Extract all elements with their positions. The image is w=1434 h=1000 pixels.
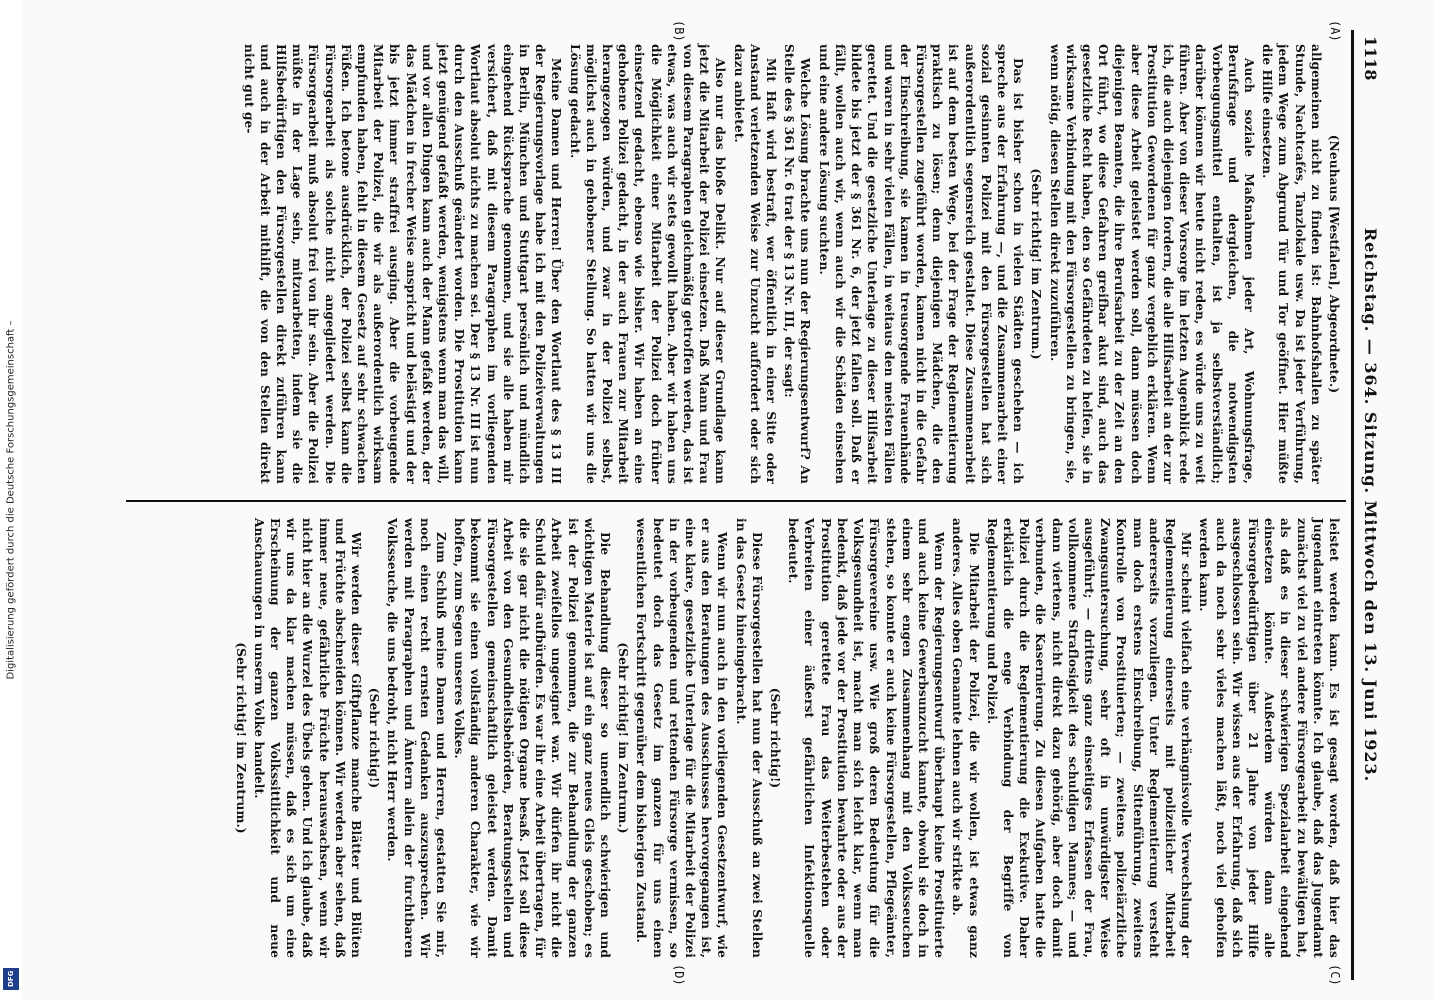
paragraph: Wenn wir nun auch in den vorliegenden Gesetzentwurf, wie er aus den Beratungen des Ausschusses hervorgegangen ist, eine klare, gesetzliche Unterlage für die Mitarbeit der Polizei in der vorbeugenden und rettenden Fürsorge vermissen, so bedeutet doch das Gesetz im ganzen für uns einen wesentlichen Fortschritt gegenüber dem bisherigen Zustand. [634,518,730,958]
funding-credit: Digitalisierung gefördert durch die Deutsche Forschungsgemeinschaft – [5,320,17,680]
page-number: 1118 [1361,36,1380,81]
interjection: (Sehr richtig!) [768,687,783,789]
dfg-logo: DFG [3,968,19,990]
interjection: (Sehr richtig! im Zentrum.) [233,642,248,834]
left-column [238,44,1342,484]
paragraph: Also nur das bloße Delikt. Nur auf dieser Grundlage kann jetzt die Mitarbeit der Polizei einsetzen. Daß Mann und Frau von diesem Paragraphen gleichmäßig getroffen werden, das ist etwas, was auch wir stets gewollt haben. Aber wir haben uns die Möglichkeit einer Mitarbeit der Polizei doch früher einsetzend gedacht, ebenso wie bisher. Wir haben an eine gehobene Polizei gedacht, in der auch Frauen zur Mitarbeit herangezogen würden, und zwar in der Polizei selbst, möglichst auch in gehobener Stellung. So hatten wir uns die Lösung gedacht. [567,44,728,484]
paragraph: Die Mitarbeit der Polizei, die wir wollen, ist etwas ganz anderes. Alles oben Genannte lehnen auch wir strikte ab. [950,518,981,958]
scanned-page [22,0,1434,1000]
rotated-page [106,20,1386,986]
page-header [1351,30,1386,980]
margin-marker-a: (A) [1328,20,1342,42]
margin-marker-b: (B) [672,20,686,42]
right-column [230,518,1342,958]
interjection: (Sehr richtig!) [367,687,382,789]
margin-marker-c: (C) [1328,964,1342,986]
column-divider [126,500,1346,502]
paragraph: allgemeinen nicht zu finden ist: Bahnhofshallen zu später Stunde, Nachtcafés, Tanzlokale usw. Da ist jeder Verführung, jedem Wege zum Abgrund Tür und Tor geöffnet. Hier müßte die Hilfe einsetzen. [1260,44,1323,484]
quotation: Mit Haft wird bestraft, wer öffentlich in einer Sitte oder Anstand verletzenden Weise zur Unzucht auffordert oder sich dazu anbietet. [731,44,779,484]
margin-marker-d: (D) [672,964,686,986]
interjection: (Sehr richtig! im Zentrum.) [616,642,631,834]
sidebar [0,0,22,1000]
page-title: Reichstag. — 364. Sitzung. Mittwoch den 13. Juni 1923. [1361,227,1380,783]
paragraph: Diese Fürsorgestellen hat nun der Ausschuß an zwei Stellen in das Gesetz hineingebracht. [733,518,764,958]
paragraph: Welche Lösung brachte uns nun der Regierungsentwurf? An Stelle des § 361 Nr. 6 trat der § 13 Nr. III, der sagt: [782,44,813,484]
paragraph: Zum Schluß meine Damen und Herren, gestatten Sie mir, noch einen recht ernsten Gedanken auszusprechen. Wir werden mit Paragraphen und Ämtern allein der furchtbaren Volksseuche, die uns bedroht, nicht Herr werden. [385,518,449,958]
paragraph: (Neuhaus [Westfalen], Abgeordnete.) [1327,134,1341,394]
paragraph: Auch soziale Maßnahmen jeder Art, Wohnungsfrage, Berufsfrage und dergleichen, die notwendigsten Vorbeugungsmittel enthalten, ist ja selbstverständlich; darüber können wir heute nicht reden, es würde uns zu weit führen. Aber von dieser Vorsorge im letzten Augenblick rede ich, die auch diejenigen fordern, die alle Hilfsarbeit an der zur Prostitution Gewordenen für ganz vergeblich erklären. Wenn aber diese Arbeit geleistet werden soll, dann müssen doch diejenigen Beamten, die ihre Berufsarbeit zu der Zeit an den Ort führt, wo diese Gefahren greifbar akut sind, auch das gesetzliche Recht haben, den so Gefährdeten zu helfen, sie in wirksame Verbindung mit den Fürsorgestellen zu bringen, sie, wenn nötig, diesen Stellen direkt zuzuführen. [1047,44,1256,484]
paragraph: Die Behandlung dieser so unendlich schwierigen und wichtigen Materie ist auf ein ganz neues Gleis geschoben; es ist der Polizei genommen, die zur Behandlung der ganzen Arbeit zweifellos ungeeignet war. Wir dürfen ihr nicht die Schuld dafür aufbürden. Es war ihr eine Arbeit übertragen, für die sie gar nicht die nötigen Organe besaß. Jetzt soll diese Arbeit von den Gesundheitsbehörden, Beratungsstellen und Fürsorgestellen gemeinschaftlich geleistet werden. Damit bekommt sie einen vollständig anderen Charakter, wie wir hoffen, zum Segen unseres Volkes. [452,518,613,958]
interjection: (Sehr richtig! im Zentrum.) [1029,168,1044,360]
paragraph: Mir scheint vielfach eine verhängnisvolle Verwechslung der Reglementierung einerseits mit polizeilicher Mitarbeit andererseits vorzuliegen. Unter Reglementierung versteht man doch erstens Einschreibung, Sittenführung, zweitens Kontrolle von Prostituierten; — zweitens polizeiärztliche Zwangsuntersuchung, sehr oft in unwürdigster Weise ausgeführt; — drittens ganz einseitiges Erfassen der Frau, vollkommene Straflosigkeit des schuldigen Mannes; — und dann viertens, nicht direkt dazu gehörig, aber doch damit verbunden, die Kasernierung. Zu diesen Aufgaben hatte die Polizei durch die Reglementierung die Exekutive. Daher erklärlich die enge Verbindung der Begriffe von Reglementierung und Polizei. [984,518,1194,958]
paragraph: Das ist bisher schon in vielen Städten geschehen — ich spreche aus der Erfahrung —, und die Zusammenarbeit einer sozial gesinnten Polizei mit den Fürsorgestellen hat sich außerordentlich segensreich gestaltet. Diese Zusammenarbeit ist auf dem besten Wege, bei der Frage der Reglementierung praktisch zu lösen; denn diejenigen Mädchen, die den Fürsorgestellen zugeführt worden, kamen nicht in die Gefahr der Einschreibung, sie kamen in treusorgende Frauenhände und waren in sehr vielen Fällen, in weitaus den meisten Fällen gerettet. Und die gesetzliche Unterlage zu dieser Hilfsarbeit bildete bis jetzt der § 361 Nr. 6, der jetzt fallen soll. Daß er fällt, wollen auch wir, wenn auch wir die Schäden einsehen und eine andere Lösung suchten. [816,44,1026,484]
paragraph: Meine Damen und Herren! Über den Wortlaut des § 13 III der Regierungsvorlage habe ich mit den Polizeiverwaltungen in Berlin, München und Stuttgart persönlich und mündlich eingehend Rücksprache genommen, und sie alle haben mir versichert, daß mit diesem Paragraphen im vorliegenden Wortlaut absolut nichts zu machen sei. Der § 13 Nr. III ist nun durch den Ausschuß geändert worden. Die Prostitution kann jetzt genügend gefaßt werden, wenigstens wenn man das will, und vor allen Dingen kann auch der Mann gefaßt werden, der das Mädchen in frecher Weise anspricht und belästigt und der bis jetzt immer straffrei ausging. Aber die vorbeugende Mitarbeit der Polizei, die wir als außerordentlich wirksam empfunden haben, fehlt in diesem Gesetz auf sehr schwachen Füßen. Ich betone ausdrücklich, der Polizei selbst kann die Fürsorgearbeit als solche nicht angegliedert werden. Die Fürsorgearbeit muß absolut frei von ihr sein. Aber die Polizei müßte in der Lage sein, mitzuarbeiten, indem sie die Hilfsbedürftigen den Fürsorgestellen direkt zuführen kann und auch in der Arbeit mithilft, die von den Stellen direkt nicht gut ge- [241,44,564,484]
paragraph: Wir werden dieser Giftpflanze manche Blätter und Blüten und Früchte abschneiden können. Wir werden aber sehen, daß immer neue, gefährliche Früchte herauswachsen, wenn wir nicht hier an die Wurzel des Übels gehen. Und ich glaube, daß wir uns da klar machen müssen, daß es sich um eine Erscheinung der ganzen Volkssittlichkeit und neue Anschauungen in unserm Volke handelt. [251,518,364,958]
paragraph: Wenn der Regierungsentwurf überhaupt keine Prostituierte und auch keine Gewerbsunzucht kannte, obwohl sie doch in einem sehr engen Zusammenhang mit den Volksseuchen stehen, so konnte er auch keine Fürsorgestellen, Pflegeämter, Fürsorgevereine usw. Wie groß deren Bedeutung für die Volksgesundheit ist, macht man sich leicht klar, wenn man bedenkt, daß jede vor der Prostitution bewahrte oder aus der Prostitution gerettete Frau das Weiterbestehen oder Verbreiten einer äußerst gefährlichen Infektionsquelle bedeutet. [786,518,947,958]
paragraph: leistet werden kann. Es ist gesagt worden, daß hier das Jugendamt eintreten könnte. Ich glaube, daß das Jugendamt zunächst viel zu viel andere Fürsorgearbeit zu bewältigen hat, als daß es in dieser schwierigen Spezialarbeit eingehend einsetzen könnte. Außerdem würden dann alle Fürsorgebedürftigen über 21 Jahre von jeder Hilfe ausgeschlossen sein. Wir wissen aus der Erfahrung, daß sich auch da noch sehr vieles machen läßt, noch viel geholfen werden kann. [1197,518,1341,958]
